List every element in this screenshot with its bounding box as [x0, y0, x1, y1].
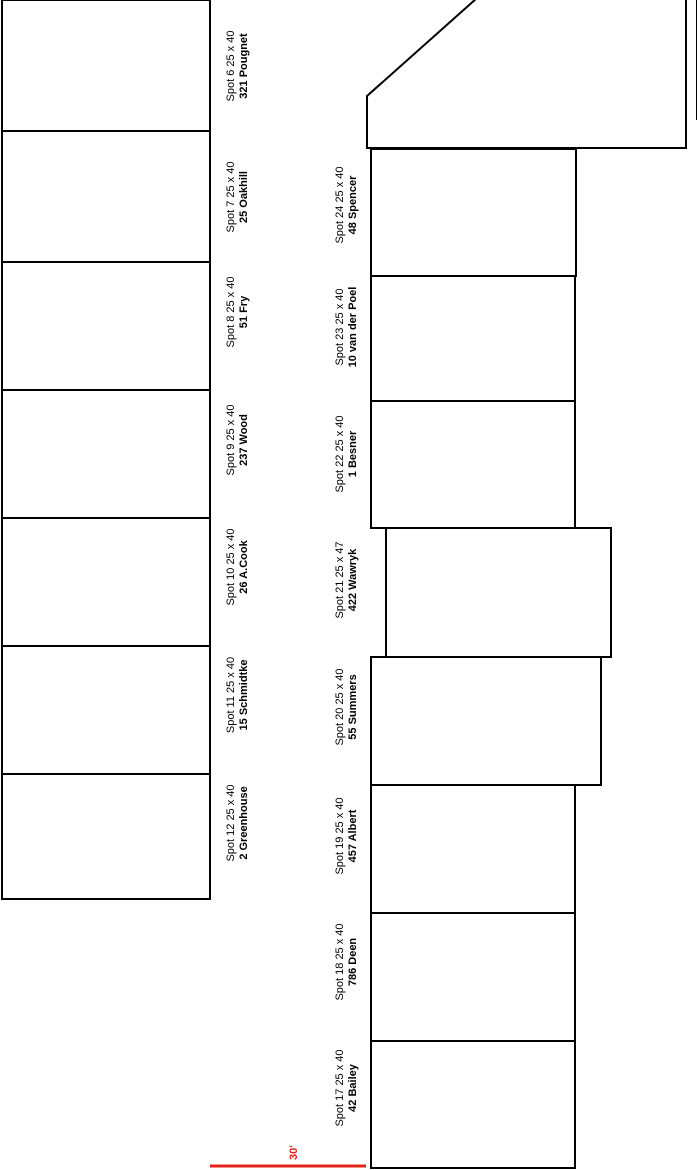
plot-spot-11[interactable]	[2, 646, 210, 774]
plot-label-spot-10: Spot 10 25 x 4026 A.Cook	[225, 528, 250, 606]
plot-label-spot-23: Spot 23 25 x 4010 van der Poel	[334, 286, 359, 368]
left-plot-row	[2, 0, 210, 899]
plot-spot-17[interactable]	[371, 1041, 575, 1168]
plot-label-spot-11: Spot 11 25 x 4015 Schmidtke	[225, 656, 250, 734]
plot-spot-20[interactable]	[371, 657, 601, 785]
plot-spot-24[interactable]	[371, 149, 576, 276]
plot-label-spot-22: Spot 22 25 x 401 Besner	[334, 415, 359, 493]
plot-spot-19[interactable]	[371, 785, 575, 913]
plot-label-spot-7: Spot 7 25 x 4025 Oakhill	[225, 161, 250, 233]
plot-label-spot-24: Spot 24 25 x 4048 Spencer	[334, 166, 359, 244]
plot-spot-8[interactable]	[2, 262, 210, 390]
plot-spot-23[interactable]	[371, 276, 575, 401]
plot-spot-21[interactable]	[386, 528, 611, 657]
building-outline	[367, 0, 686, 148]
plot-spot-18[interactable]	[371, 913, 575, 1041]
plot-label-spot-17: Spot 17 25 x 4042 Bailey	[334, 1049, 359, 1127]
plot-spot-22[interactable]	[371, 401, 575, 528]
plot-spot-9[interactable]	[2, 390, 210, 518]
plot-spot-10[interactable]	[2, 518, 210, 646]
plot-spot-12[interactable]	[2, 774, 210, 899]
plot-spot-6[interactable]	[2, 0, 210, 131]
plot-label-spot-21: Spot 21 25 x 47422 Wawryk	[334, 541, 359, 619]
plot-label-spot-19: Spot 19 25 x 40457 Albert	[334, 797, 359, 875]
left-row-labels	[225, 31, 250, 862]
plot-label-spot-12: Spot 12 25 x 402 Greenhouse	[225, 784, 250, 862]
plot-label-spot-18: Spot 18 25 x 40786 Deen	[334, 923, 359, 1001]
plot-label-spot-6: Spot 6 25 x 40321 Pougnet	[225, 30, 250, 102]
scale-label: 30'	[288, 1145, 300, 1160]
right-row-labels	[334, 166, 359, 1126]
plot-label-spot-20: Spot 20 25 x 4055 Summers	[334, 668, 359, 746]
plot-spot-7[interactable]	[2, 131, 210, 262]
plot-label-spot-9: Spot 9 25 x 40237 Wood	[225, 404, 250, 476]
plot-label-spot-8: Spot 8 25 x 4051 Fry	[225, 276, 250, 348]
right-plot-row	[371, 149, 611, 1168]
